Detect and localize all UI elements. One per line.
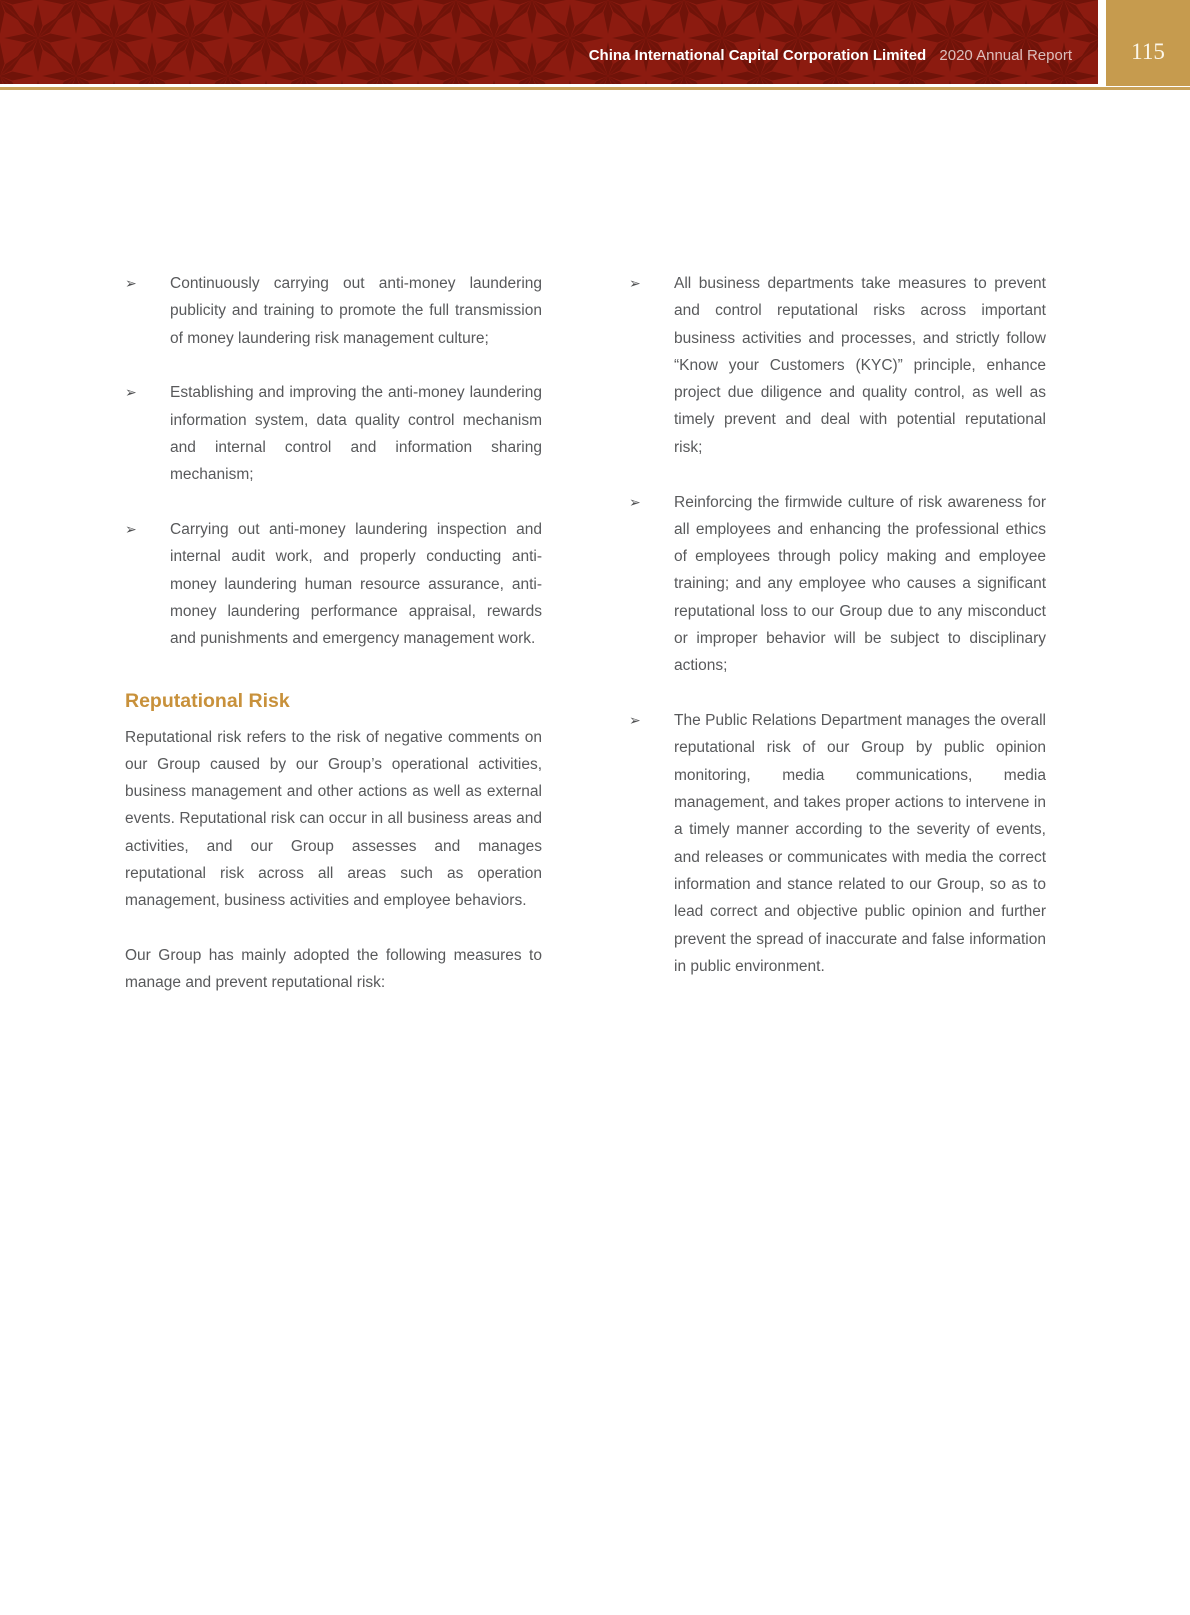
left-column [125,270,542,1008]
bullet-arrow-icon: ➢ [629,275,641,291]
list-item [629,270,1046,461]
list-item [629,707,1046,980]
bullet-arrow-icon: ➢ [629,712,641,729]
report-title: 2020 Annual Report [939,47,1072,64]
paragraph: Our Group has mainly adopted the following measures to manage and prevent reputational risk: [125,947,542,992]
list-item [125,270,542,352]
section-heading-reputational-risk: Reputational Risk [125,689,290,712]
bullet-text: Carrying out anti-money laundering inspection and internal audit work, and properly conducting anti-money laundering human resource assurance, anti-money laundering performance appraisal, rewards and punishments and emergency management work. [170,521,542,648]
bullet-text: The Public Relations Department manages the overall reputational risk of our Group by public opinion monitoring, media communications, media management, and takes proper actions to intervene in a timely manner according to the severity of events, and releases or communicates with media the correct information and stance related to our Group, so as to lead correct and objective public opinion and further prevent the spread of inaccurate and false information in public environment. [674,712,1046,975]
bullet-arrow-icon: ➢ [125,275,137,291]
page-body [125,270,1046,1008]
bullet-arrow-icon: ➢ [125,521,137,538]
list-item [125,379,542,488]
company-name: China International Capital Corporation Limited [588,47,927,64]
list-item [125,516,542,652]
header-rule [0,87,1190,90]
list-item [629,489,1046,680]
header-title [589,47,1072,64]
bullet-arrow-icon: ➢ [629,493,641,510]
asanoha-pattern [0,0,1098,84]
bullet-text: All business departments take measures to prevent and control reputational risks across important business activities and processes, and strictly follow “Know your Customers (KYC)” principle, enhance project due diligence and quality control, as well as timely prevent and deal with potential reputational risk; [674,275,1046,456]
page-number: 115 [1131,39,1165,64]
bullet-text: Establishing and improving the anti-money laundering information system, data quality control mechanism and internal control and information sharing mechanism; [170,384,542,484]
right-column [629,270,1046,1008]
bullet-text: Continuously carrying out anti-money laundering publicity and training to promote the full transmission of money laundering risk management culture; [170,275,542,347]
bullet-arrow-icon: ➢ [125,384,137,401]
paragraph: Reputational risk refers to the risk of negative comments on our Group caused by our Group’s operational activities, business management and other actions as well as external events. Reputational risk can occur in all business areas and activities, and our Group assesses and manages reputational risk across all areas such as operation management, business activities and employee behaviors. [125,728,542,910]
header-band [0,0,1098,84]
bullet-text: Reinforcing the firmwide culture of risk awareness for all employees and enhancing the professional ethics of employees through policy making and employee training; and any employee who causes a significant reputational loss to our Group due to any misconduct or improper behavior will be subject to disciplinary actions; [674,493,1046,675]
page-number-box [1106,0,1190,86]
